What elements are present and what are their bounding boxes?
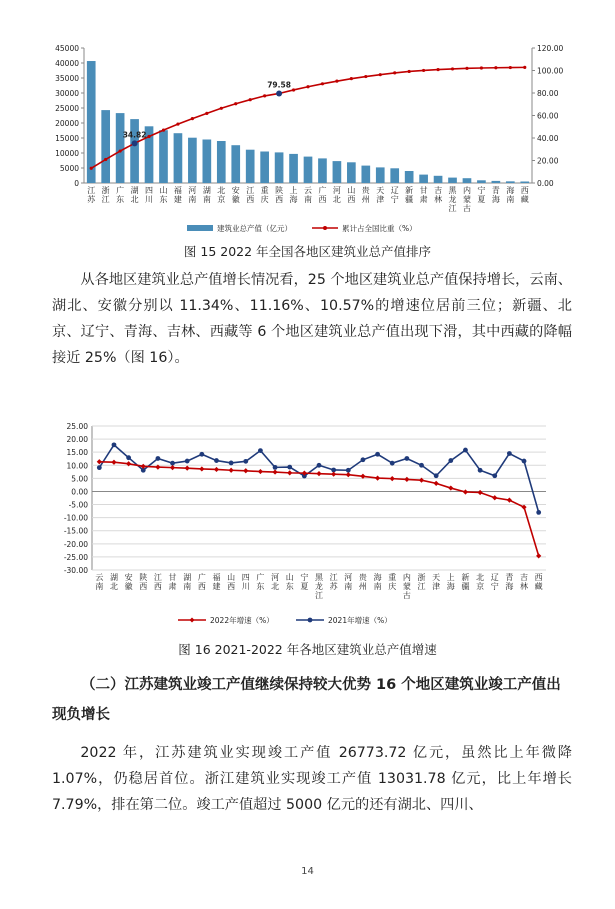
- legend-swatch-bars: [187, 225, 213, 231]
- growth-2022-point: [404, 477, 409, 482]
- y-tick-label: -10.00: [63, 513, 88, 523]
- growth-2021-point: [448, 458, 453, 463]
- category-label: 吉林: [520, 573, 529, 591]
- growth-2021-point: [375, 452, 380, 457]
- growth-2022-point: [521, 505, 526, 510]
- growth-2022-point: [229, 468, 234, 473]
- growth-2021-point: [287, 465, 292, 470]
- growth-2022-point: [258, 469, 263, 474]
- growth-2021-point: [185, 459, 190, 464]
- category-label: 广西: [197, 573, 206, 591]
- left-tick-label: 35000: [55, 74, 79, 83]
- left-tick-label: 30000: [55, 89, 79, 98]
- legend-label-line: 累计占全国比重（%）: [342, 224, 417, 233]
- growth-2022-point: [214, 467, 219, 472]
- bar: [130, 119, 139, 183]
- bar: [101, 110, 110, 183]
- legend-marker-line: [323, 226, 327, 230]
- category-label: 陕西: [139, 573, 148, 591]
- y-tick-label: 15.00: [66, 448, 88, 458]
- cumulative-share-point: [263, 94, 266, 97]
- growth-2021-point: [199, 452, 204, 457]
- growth-2022-point: [272, 469, 277, 474]
- growth-2022-point: [111, 460, 116, 465]
- category-label: 吉林: [434, 186, 443, 204]
- category-label: 内蒙古: [402, 573, 411, 600]
- right-tick-label: 80.00: [537, 89, 559, 98]
- legend-label-bars: 建筑业总产值（亿元）: [217, 224, 292, 233]
- category-label: 河南: [188, 186, 197, 204]
- category-label: 北京: [217, 186, 226, 204]
- bar: [405, 171, 414, 183]
- legend-marker-2022: [190, 618, 195, 623]
- category-label: 云南: [304, 186, 312, 204]
- category-label: 江苏: [87, 186, 96, 204]
- growth-2022-point: [434, 481, 439, 486]
- bar: [477, 180, 486, 183]
- category-label: 广西: [318, 186, 327, 204]
- category-label: 广东: [116, 186, 125, 204]
- growth-2022-point: [346, 472, 351, 477]
- cumulative-share-point: [436, 68, 439, 71]
- category-label: 贵州: [358, 573, 367, 591]
- right-tick-label: 60.00: [537, 111, 559, 121]
- growth-2021-point: [361, 457, 366, 462]
- bar: [520, 182, 529, 184]
- growth-2021-point: [112, 442, 117, 447]
- bar: [448, 178, 457, 183]
- growth-2022-point: [170, 465, 175, 470]
- bar: [419, 175, 428, 183]
- y-tick-label: 10.00: [66, 461, 88, 471]
- category-label: 湖南: [202, 186, 211, 204]
- cumulative-share-line: [91, 67, 525, 168]
- cumulative-share-point: [350, 77, 353, 80]
- page-number: 14: [301, 866, 314, 877]
- category-label: 福建: [173, 186, 182, 204]
- bar: [304, 157, 313, 183]
- bar: [188, 138, 197, 183]
- category-label: 安徽: [124, 573, 133, 591]
- right-tick-label: 0.00: [537, 179, 554, 188]
- bar: [434, 176, 443, 183]
- y-tick-label: 5.00: [71, 474, 88, 484]
- cumulative-share-point: [90, 167, 93, 170]
- growth-2021-point: [492, 473, 497, 478]
- category-label: 内蒙古: [462, 186, 471, 213]
- growth-2022-point: [375, 476, 380, 481]
- growth-2022-point: [331, 472, 336, 477]
- category-label: 福建: [212, 573, 221, 591]
- category-label: 广东: [256, 573, 265, 591]
- category-label: 浙江: [101, 186, 110, 204]
- left-tick-label: 40000: [55, 59, 79, 68]
- growth-2021-point: [214, 458, 219, 463]
- cumulative-share-point: [306, 85, 309, 88]
- growth-2021-point: [346, 468, 351, 473]
- category-label: 辽宁: [490, 573, 499, 591]
- growth-2021-point: [536, 510, 541, 515]
- growth-2021-point: [434, 473, 439, 478]
- category-label: 宁夏: [300, 573, 309, 591]
- bar: [289, 154, 298, 183]
- left-tick-label: 20000: [55, 119, 79, 128]
- growth-2022-point: [492, 495, 497, 500]
- category-label: 安徽: [231, 186, 240, 204]
- growth-2021-point: [243, 459, 248, 464]
- category-label: 宁夏: [477, 186, 486, 204]
- growth-2021-point: [156, 456, 161, 461]
- category-label: 湖南: [183, 573, 192, 591]
- growth-2022-point: [390, 476, 395, 481]
- bar: [203, 140, 212, 184]
- y-tick-label: 25.00: [66, 422, 88, 431]
- category-label: 海南: [373, 573, 382, 591]
- category-label: 青海: [505, 573, 514, 591]
- bar: [231, 145, 240, 183]
- point-label: 79.58: [267, 80, 291, 90]
- category-label: 山西: [227, 573, 236, 591]
- growth-2022-point: [448, 485, 453, 490]
- growth-2022-point: [316, 471, 321, 476]
- cumulative-share-point: [393, 71, 396, 74]
- category-label: 天津: [376, 186, 385, 204]
- section-heading: （二）江苏建筑业竣工产值继续保持较大优势 16 个地区建筑业竣工产值出现负增长: [52, 677, 561, 723]
- cumulative-share-point: [494, 66, 497, 69]
- cumulative-share-point: [335, 80, 338, 83]
- category-label: 河北: [271, 573, 280, 591]
- y-tick-label: -15.00: [63, 526, 88, 536]
- chart-total-output-ranking: [0, 30, 615, 265]
- bar: [87, 61, 96, 183]
- category-label: 重庆: [388, 573, 397, 591]
- cumulative-share-point: [205, 112, 208, 115]
- category-label: 天津: [432, 573, 441, 591]
- figure-15-caption: 图 15 2022 年全国各地区建筑业总产值排序: [183, 244, 432, 259]
- bar: [246, 150, 255, 183]
- category-label: 山东: [285, 573, 294, 591]
- category-label: 云南: [95, 573, 104, 591]
- category-label: 江西: [153, 573, 162, 591]
- right-tick-label: 20.00: [537, 156, 559, 166]
- bar: [174, 133, 183, 183]
- bar: [260, 152, 269, 184]
- growth-2021-point: [126, 455, 131, 460]
- cumulative-share-point: [176, 122, 179, 125]
- growth-2022-point: [287, 470, 292, 475]
- category-label: 江西: [246, 186, 255, 204]
- cumulative-share-point: [451, 67, 454, 70]
- growth-2021-point: [170, 461, 175, 466]
- growth-2022-point: [477, 490, 482, 495]
- right-tick-label: 100.00: [537, 66, 564, 76]
- category-label: 上海: [446, 573, 455, 591]
- bar: [506, 181, 515, 183]
- growth-2021-point: [463, 448, 468, 453]
- growth-2021-point: [478, 468, 483, 473]
- category-label: 黑龙江: [448, 186, 457, 213]
- growth-2021-point: [419, 463, 424, 468]
- category-label: 北京: [476, 573, 485, 591]
- right-tick-label: 120.00: [537, 44, 564, 53]
- growth-2021-point: [273, 465, 278, 470]
- y-tick-label: -25.00: [63, 552, 88, 562]
- bar: [116, 113, 125, 183]
- bar: [217, 141, 226, 183]
- growth-2021-point: [404, 456, 409, 461]
- legend-label-2021: 2021年增速（%）: [328, 616, 392, 625]
- cumulative-share-point: [321, 82, 324, 85]
- category-label: 新疆: [405, 186, 414, 204]
- growth-2022-point: [185, 466, 190, 471]
- bar: [463, 178, 472, 183]
- category-label: 黑龙江: [315, 573, 323, 600]
- y-tick-label: -20.00: [63, 539, 88, 549]
- cumulative-share-point: [364, 75, 367, 78]
- cumulative-share-point: [292, 88, 295, 91]
- growth-paragraph: 从各地区建筑业总产值增长情况看，25 个地区建筑业总产值保持增长，云南、湖北、安徽分别以 11.34%、11.16%、10.57%的增速位居前三位；新疆、北京、辽宁、青海、吉林、西藏等 6 个地区建筑业总产值出现下滑，其中西藏的降幅接近 25%（图 16）。: [52, 272, 572, 366]
- category-label: 山东: [159, 186, 168, 204]
- category-label: 浙江: [417, 573, 426, 591]
- category-label: 辽宁: [390, 186, 399, 204]
- left-tick-label: 10000: [55, 149, 79, 158]
- left-tick-label: 5000: [59, 164, 79, 173]
- chart-growth-rate: [0, 418, 615, 638]
- category-label: 江苏: [329, 573, 338, 591]
- y-tick-label: 20.00: [66, 435, 88, 445]
- cumulative-share-point: [220, 107, 223, 110]
- bar: [361, 166, 370, 183]
- category-label: 湖北: [109, 573, 118, 591]
- cumulative-share-point: [509, 66, 512, 69]
- growth-2022-point: [507, 497, 512, 502]
- figure-16-caption: 图 16 2021-2022 年各地区建筑业总产值增速: [178, 642, 437, 657]
- category-label: 湖北: [130, 186, 139, 204]
- cumulative-share-point: [249, 98, 252, 101]
- category-label: 河北: [332, 186, 341, 204]
- highlight-point: [276, 90, 282, 96]
- bar: [376, 167, 385, 183]
- category-label: 甘肃: [168, 573, 177, 591]
- legend-label-2022: 2022年增速（%）: [210, 616, 274, 625]
- left-tick-label: 45000: [55, 44, 79, 53]
- bar: [318, 158, 327, 183]
- category-label: 新疆: [461, 573, 470, 591]
- bar: [347, 162, 356, 183]
- category-label: 贵州: [361, 186, 370, 204]
- growth-2021-point: [507, 451, 512, 456]
- category-label: 山西: [347, 186, 356, 204]
- point-label: 34.82: [122, 130, 147, 140]
- cumulative-share-point: [379, 73, 382, 76]
- category-label: 西藏: [534, 573, 543, 591]
- y-tick-label: 0.00: [71, 487, 88, 497]
- category-label: 陕西: [275, 186, 284, 204]
- bar: [333, 161, 342, 183]
- cumulative-share-point: [234, 102, 237, 105]
- left-tick-label: 0: [74, 179, 79, 188]
- bar: [275, 152, 284, 183]
- cumulative-share-point: [104, 158, 107, 161]
- growth-2022-point: [199, 466, 204, 471]
- category-label: 河南: [344, 573, 353, 591]
- bar: [390, 168, 399, 183]
- growth-2022-point: [463, 489, 468, 494]
- cumulative-share-point: [480, 66, 483, 69]
- growth-2022-point: [243, 468, 248, 473]
- category-label: 上海: [289, 186, 298, 204]
- cumulative-share-point: [523, 66, 526, 69]
- growth-2021-point: [97, 465, 102, 470]
- cumulative-share-point: [465, 67, 468, 70]
- bar: [492, 181, 501, 183]
- cumulative-share-point: [147, 135, 150, 138]
- cumulative-share-point: [408, 70, 411, 73]
- cumulative-share-point: [422, 69, 425, 72]
- category-label: 西藏: [520, 186, 529, 204]
- category-label: 重庆: [260, 186, 269, 204]
- cumulative-share-point: [162, 128, 165, 131]
- y-tick-label: -5.00: [68, 500, 88, 510]
- category-label: 四川: [241, 573, 250, 591]
- category-label: 青海: [491, 186, 500, 204]
- growth-2021-point: [229, 461, 234, 466]
- growth-2021-point: [258, 448, 263, 453]
- right-tick-label: 40.00: [537, 134, 559, 143]
- category-label: 四川: [145, 186, 154, 204]
- legend-marker-2021: [308, 618, 313, 623]
- growth-2021-point: [390, 461, 395, 466]
- growth-2022-point: [536, 553, 541, 558]
- completion-output-paragraph: 2022 年，江苏建筑业实现竣工产值 26773.72 亿元，虽然比上年微降 1.07%，仍稳居首位。浙江建筑业实现竣工产值 13031.78 亿元，比上年增长 7.79%，排在第二位。竣工产值超过 5000 亿元的还有湖北、四川、: [52, 745, 572, 813]
- left-tick-label: 15000: [55, 134, 79, 143]
- cumulative-share-point: [191, 117, 194, 120]
- left-tick-label: 25000: [55, 104, 79, 113]
- cumulative-share-point: [119, 149, 122, 152]
- growth-2021-point: [317, 463, 322, 468]
- bar: [159, 130, 168, 183]
- highlight-point: [132, 140, 138, 146]
- category-label: 甘肃: [419, 186, 428, 204]
- growth-2021-point: [522, 459, 527, 464]
- category-label: 海南: [506, 186, 515, 204]
- y-tick-label: -30.00: [63, 566, 88, 575]
